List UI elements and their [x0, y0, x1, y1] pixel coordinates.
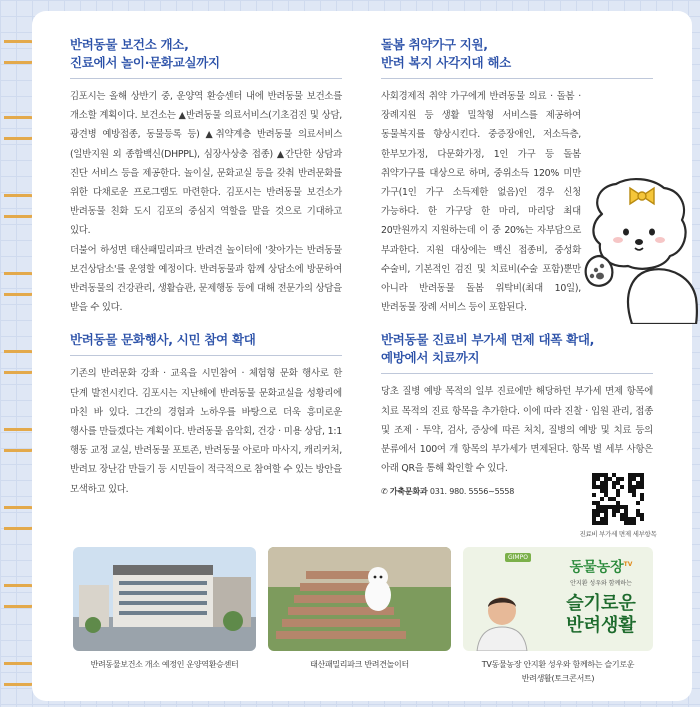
paragraph: 기존의 반려문화 강좌 · 교육을 시민참여 · 체험형 문화 행사로 한 단계 발전시킨다. 김포시는 지난해에 반려동물 문화교실을 성황리에 마친 바 있다. 그간의 경험과 노하우를 바탕으로 더욱 흥미로운 행사를 만들겠다는 계획이다. 반려동물 음악회, 건강 · 미용 상담, 1:1 행동 교정 교실, 반려동물 포토존, 반려동물 아로마 마사지, 캐리커처, 반려묘 장난감 만들기 등 시민들이 적극적으로 참여할 수 있는 방안을 모색하고 있다.: [70, 368, 342, 495]
section-title: [381, 331, 653, 367]
phone-icon: ✆: [381, 487, 388, 497]
section-title: [381, 36, 653, 72]
paragraph: 당초 질병 예방 목적의 일부 진료에만 해당하던 부가세 면제 항목에 치료 목적의 진료 항목을 추가한다. 이에 따라 진찰 · 입원 관리, 접종 및 조제 · 투약, 검사, 증상에 따른 처치, 질병의 예방 및 치료 등의 분류에서 100여 개 항목의 부가세가 면제된다. 항목 별 세부 사항은 아래 QR을 통해 확인할 수 있다.: [381, 386, 653, 475]
title-line: 반려동물 보건소 개소,: [70, 37, 189, 52]
section-health-center: [70, 36, 342, 317]
poster-title-2: 반려생활: [566, 614, 636, 636]
photo-talk-concert-poster: [463, 547, 653, 651]
title-line: 예방에서 치료까지: [381, 350, 480, 366]
paragraph: 사회경제적 취약 가구에게 반려동물 의료 · 돌봄 · 장례지원 등 생활 밀착형 서비스를 제공하여 동물복지를 향상시킨다. 중증장애인, 저소득층, 한부모가정, 다문화가정, 1인 가구 등 돌봄 취약가구를 대상으로 하며, 중위소득 120% 미만 가구(1인 가구 소득제한 없음)인 경우 신청 가능하다. 한 가구당 한 마리, 마리당 최대 20만원까지 지원하는데 이 중 20%는 자부담으로 부과한다. 지원 대상에는 백신 접종비, 중성화 수술비, 기본적인 검진 및 치료비(수술 포함)뿐만 아니라 반려동물 돌봄 위탁비(최대 10일), 반려동물 장례 서비스 등이 포함된다.: [381, 91, 581, 314]
section-heading-block: [381, 36, 653, 79]
title-line: 반려 복지 사각지대 해소: [381, 55, 511, 70]
poster-badge: GIMPO: [505, 553, 531, 562]
poster-logo: [555, 557, 647, 576]
photo-caption: 반려동물보건소 개소 예정인 운양역환승센터: [90, 660, 239, 669]
photo-caption: [463, 658, 653, 686]
caption-line: TV동물농장 안지환 성우와 함께하는 슬기로운: [481, 660, 635, 669]
photo-transit-center: [73, 547, 256, 651]
poster-title-1: 슬기로운: [566, 592, 636, 614]
poster-tv-mark: TV: [623, 561, 633, 568]
title-line: 진료에서 놀이·문화교실까지: [70, 55, 220, 70]
paragraph: 김포시는 올해 상반기 중, 운양역 환승센터 내에 반려동물 보건소를 개소할 계획이다. 보건소는 ▲반려동물 의료서비스(기초검진 및 상담, 광견병 예방접종, 동물등록 등) ▲취약계층 반려동물 의료서비스(일반지원 외 종합백신(DHPPL), 심장사상충 접종) ▲간단한 상담과 진단 서비스 등을 제공한다. 놀이실, 문화교실 등을 갖춰 반려문화를 위한 다채로운 프로그램도 마련한다. 김포시는 반려동물 보건소가 반려동물 친화 도시 김포의 중심지 역할을 맡을 것으로 기대하고 있다.: [70, 91, 342, 237]
caption-line: 반려생활(토크콘서트): [521, 674, 595, 683]
poster-subtitle: 안지환 성우와 함께하는: [570, 579, 632, 587]
qr-code[interactable]: [592, 473, 644, 525]
paragraph: 더불어 하성면 태산패밀리파크 반려견 놀이터에 '찾아가는 반려동물 보건상담소'를 운영할 예정이다. 반려동물과 함께 상담소에 방문하여 반려동물의 건강관리, 생활습관, 문제행동 등에 대해 전문가의 상담을 받을 수 있다.: [70, 244, 342, 314]
section-title: 반려동물 문화행사, 시민 참여 확대: [70, 332, 256, 348]
poster-text: [555, 557, 647, 637]
presenter-photo: [473, 585, 531, 651]
section-culture-events: [70, 331, 342, 498]
contact-phone: 031. 980. 5556~5558: [429, 487, 515, 497]
qr-caption: 진료비 부가세 면제 세부항목: [579, 530, 657, 538]
section-heading-block: [70, 36, 342, 79]
section-heading-block: [70, 331, 342, 356]
qr-block: [578, 473, 658, 538]
section-title: [70, 36, 342, 72]
dog-illustration-icon: [572, 174, 700, 324]
contact-dept: 가축문화과: [389, 487, 428, 497]
person-icon: [473, 585, 531, 651]
left-column: [70, 36, 342, 511]
qr-module: [640, 521, 644, 525]
title-line: 반려동물 진료비 부가세 면제 대폭 확대,: [381, 332, 595, 348]
title-line: 돌봄 취약가구 지원,: [381, 37, 488, 52]
section-heading-block: [381, 331, 653, 374]
photo-dog-playground: [268, 547, 451, 651]
poster-logo-text: 동물농장: [569, 559, 624, 576]
photo-caption: 태산패밀리파크 반려견놀이터: [310, 660, 409, 669]
